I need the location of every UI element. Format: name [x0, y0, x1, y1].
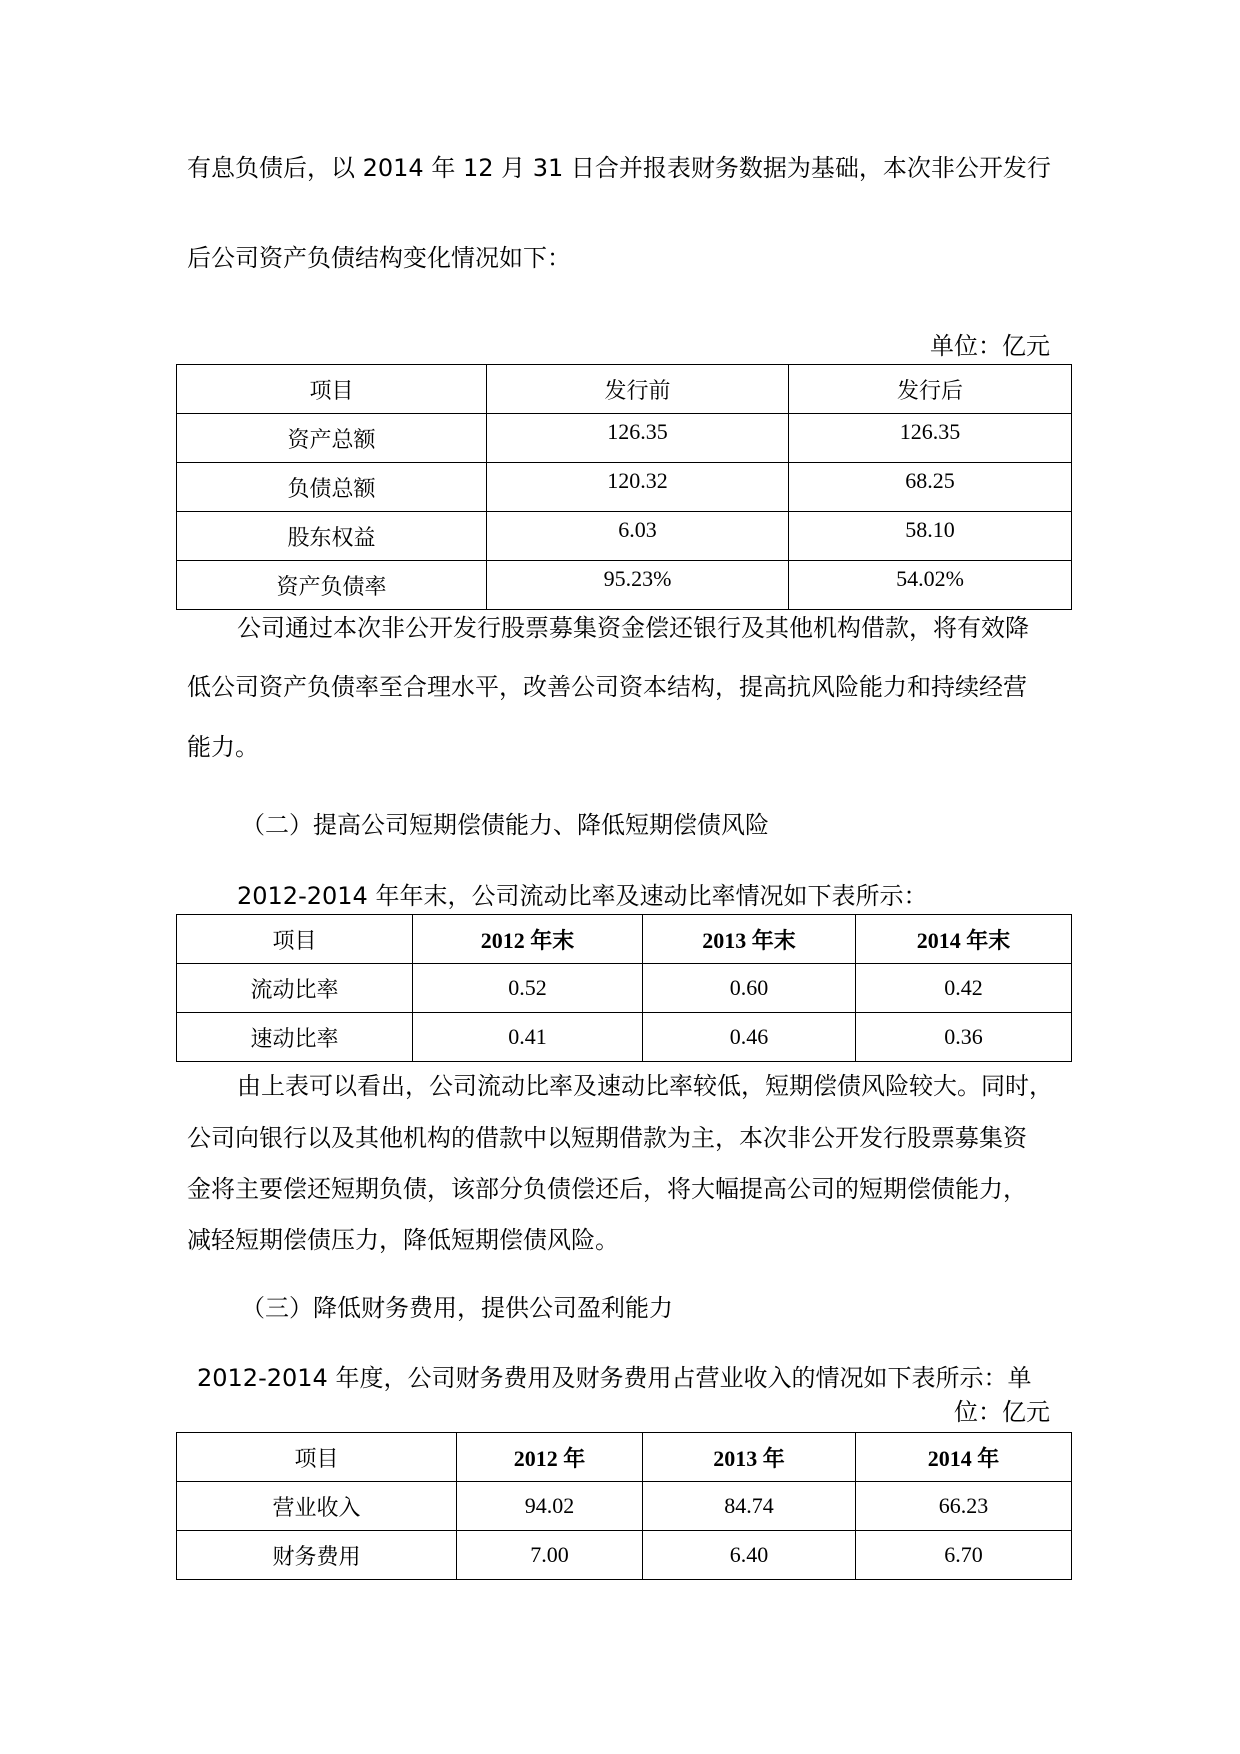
header-cell: 2014 年	[856, 1433, 1072, 1482]
cell-after	[789, 463, 1072, 512]
cell-value: 120.32	[607, 468, 668, 493]
cell-value: 0.42	[856, 964, 1072, 1013]
section2-intro: 2012-2014 年年末，公司流动比率及速动比率情况如下表所示：	[237, 882, 928, 910]
para2-line-1: 由上表可以看出，公司流动比率及速动比率较低，短期偿债风险较大。同时，	[237, 1072, 1053, 1100]
table-header-row	[177, 365, 1072, 414]
header-cell: 项目	[177, 1433, 457, 1482]
para2-line-4: 减轻短期偿债压力，降低短期偿债风险。	[187, 1226, 619, 1254]
financial-expense-table	[176, 1432, 1072, 1580]
table3-unit-label: 位：亿元	[954, 1398, 1050, 1426]
header-cell: 2012 年	[457, 1433, 643, 1482]
para1-line-1: 公司通过本次非公开发行股票募集资金偿还银行及其他机构借款，将有效降	[237, 614, 1029, 642]
cell-value: 0.60	[643, 964, 856, 1013]
cell-value: 6.40	[643, 1531, 856, 1580]
header-cell: 发行前	[487, 365, 789, 414]
cell-value: 126.35	[899, 419, 961, 444]
para1-line-3: 能力。	[187, 733, 259, 761]
section2-heading: （二）提高公司短期偿债能力、降低短期偿债风险	[241, 811, 769, 839]
header-cell: 项目	[177, 365, 487, 414]
cell-value: 6.03	[618, 517, 657, 542]
row-label: 营业收入	[177, 1482, 457, 1531]
para2-line-3: 金将主要偿还短期负债，该部分负债偿还后，将大幅提高公司的短期偿债能力，	[187, 1175, 1027, 1203]
cell-before	[487, 414, 789, 463]
cell-after	[789, 512, 1072, 561]
table-row	[177, 463, 1072, 512]
cell-before	[487, 512, 789, 561]
intro-line-2: 后公司资产负债结构变化情况如下：	[187, 244, 571, 272]
cell-value: 58.10	[905, 517, 955, 542]
row-label: 财务费用	[177, 1531, 457, 1580]
header-cell: 2013 年末	[643, 915, 856, 964]
table-row	[177, 1013, 1072, 1062]
cell-after	[789, 561, 1072, 610]
cell-after	[789, 414, 1072, 463]
cell-value: 0.41	[413, 1013, 643, 1062]
header-cell: 2013 年	[643, 1433, 856, 1482]
cell-before	[487, 463, 789, 512]
table-row	[177, 1482, 1072, 1531]
table-header-row	[177, 1433, 1072, 1482]
cell-value: 68.25	[905, 468, 955, 493]
header-cell: 项目	[177, 915, 413, 964]
cell-value: 6.70	[856, 1531, 1072, 1580]
header-cell: 2012 年末	[413, 915, 643, 964]
section3-intro: 2012-2014 年度，公司财务费用及财务费用占营业收入的情况如下表所示：单	[197, 1364, 1032, 1392]
cell-value: 0.46	[643, 1013, 856, 1062]
table-row	[177, 964, 1072, 1013]
row-label: 资产总额	[177, 414, 487, 463]
row-label: 股东权益	[177, 512, 487, 561]
cell-value: 84.74	[643, 1482, 856, 1531]
table-row	[177, 512, 1072, 561]
intro-line-1: 有息负债后，以 2014 年 12 月 31 日合并报表财务数据为基础，本次非公开发行	[187, 154, 1051, 182]
para1-line-2: 低公司资产负债率至合理水平，改善公司资本结构，提高抗风险能力和持续经营	[187, 673, 1027, 701]
cell-value: 126.35	[607, 419, 668, 444]
row-label: 流动比率	[177, 964, 413, 1013]
section3-heading: （三）降低财务费用，提供公司盈利能力	[241, 1294, 673, 1322]
table-row	[177, 561, 1072, 610]
table-row	[177, 414, 1072, 463]
cell-value: 0.52	[413, 964, 643, 1013]
liquidity-ratio-table	[176, 914, 1072, 1062]
row-label: 资产负债率	[177, 561, 487, 610]
row-label: 速动比率	[177, 1013, 413, 1062]
header-cell: 发行后	[789, 365, 1072, 414]
para2-line-2: 公司向银行以及其他机构的借款中以短期借款为主，本次非公开发行股票募集资	[187, 1124, 1027, 1152]
cell-before	[487, 561, 789, 610]
cell-value: 7.00	[457, 1531, 643, 1580]
cell-value: 0.36	[856, 1013, 1072, 1062]
cell-value: 66.23	[856, 1482, 1072, 1531]
cell-value: 95.23%	[603, 566, 672, 591]
asset-liability-table	[176, 364, 1072, 610]
table-header-row	[177, 915, 1072, 964]
row-label: 负债总额	[177, 463, 487, 512]
table1-unit-label: 单位：亿元	[930, 332, 1050, 360]
table-row	[177, 1531, 1072, 1580]
header-cell: 2014 年末	[856, 915, 1072, 964]
cell-value: 94.02	[457, 1482, 643, 1531]
cell-value: 54.02%	[896, 566, 964, 591]
